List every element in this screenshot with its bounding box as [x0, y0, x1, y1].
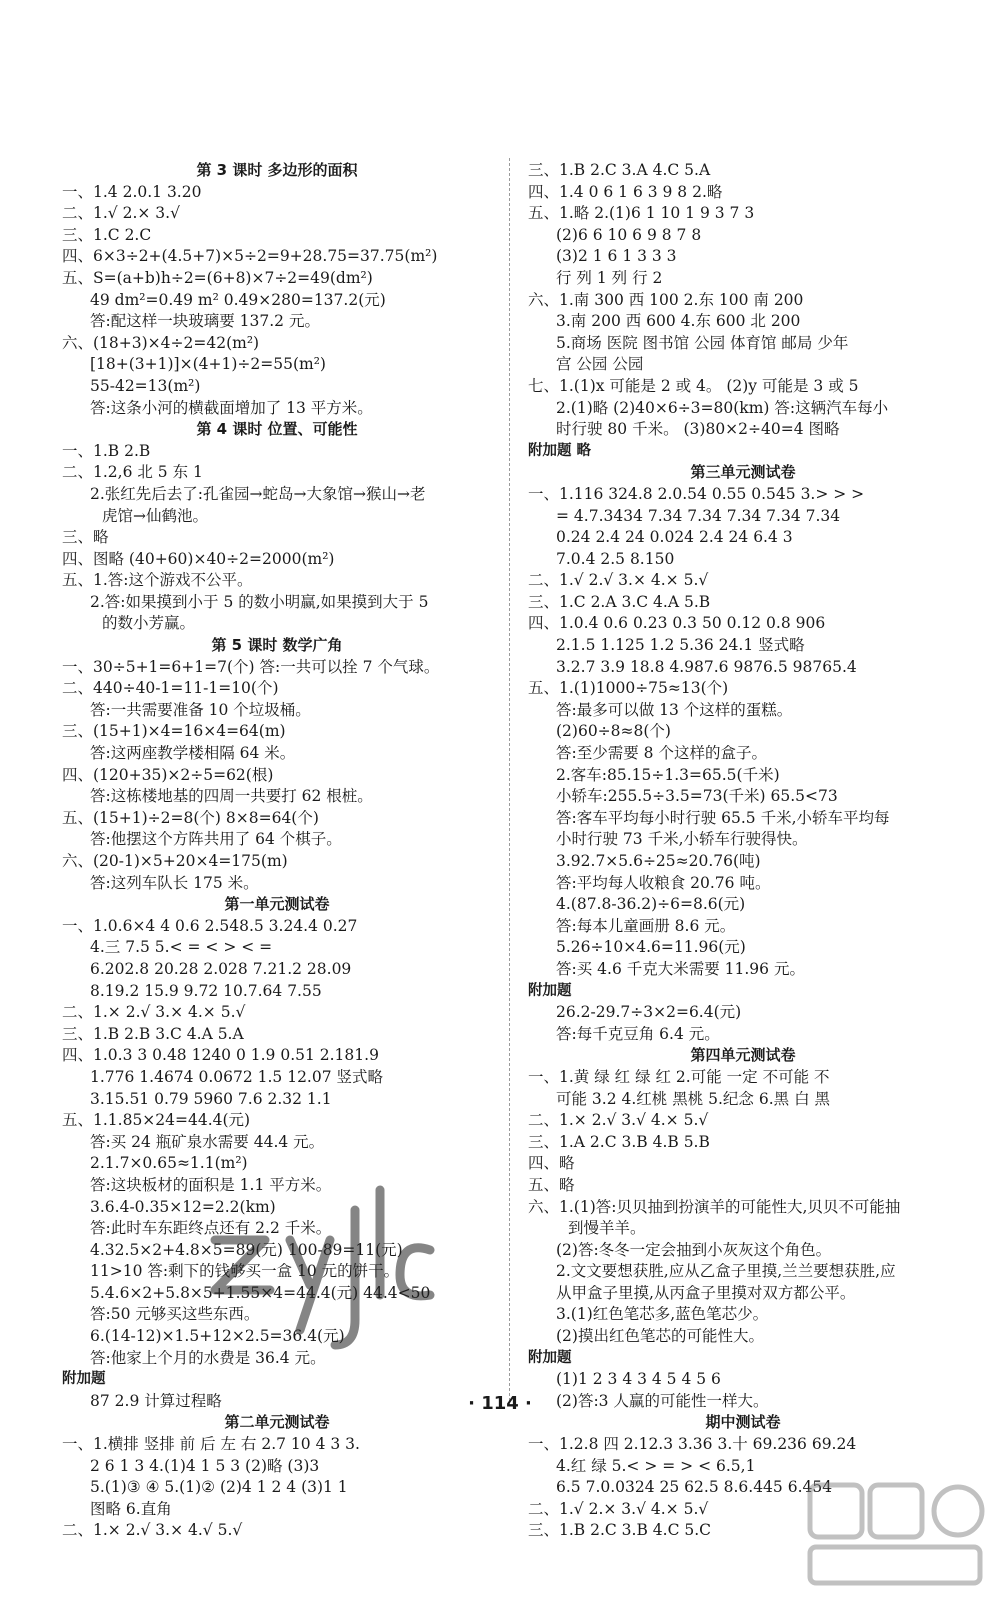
- answer-line: 二、1.× 2.√ 3.√ 4.× 5.√: [528, 1111, 709, 1130]
- answer-line: 答:客车平均每小时行驶 65.5 千米,小轿车平均每: [556, 808, 890, 827]
- answer-line: 7.0.4 2.5 8.150: [556, 549, 675, 568]
- answer-line: 11>10 答:剩下的钱够买一盒 10 元的饼干。: [90, 1262, 400, 1281]
- answer-line: 1.776 1.4674 0.0672 1.5 12.07 竖式略: [90, 1067, 384, 1086]
- answer-line: 2.文文要想获胜,应从乙盒子里摸,兰兰要想获胜,应: [556, 1262, 896, 1281]
- answer-line: 6.202.8 20.28 2.028 7.21.2 28.09: [90, 959, 352, 978]
- answer-line: 一、1.横排 竖排 前 后 左 右 2.7 10 4 3 3.: [62, 1435, 360, 1454]
- section-header: 附加题: [62, 1371, 106, 1388]
- page-number: · 114 ·: [468, 1393, 532, 1414]
- answer-line: 2.1.7×0.65≈1.1(m²): [90, 1154, 248, 1173]
- answer-line: 五、1.答:这个游戏不公平。: [62, 571, 253, 590]
- answer-line: 七、1.(1)x 可能是 2 或 4。 (2)y 可能是 3 或 5: [528, 376, 859, 395]
- answer-line: 答:这列车队长 175 米。: [90, 873, 259, 892]
- answer-line: 三、1.C 2.C: [62, 225, 152, 244]
- answer-line: (2)答:3 人赢的可能性一样大。: [556, 1391, 769, 1410]
- section-title: 期中测试卷: [705, 1413, 781, 1432]
- answer-line: 答:这两座教学楼相隔 64 米。: [90, 744, 296, 763]
- answer-line: 2.客车:85.15÷1.3=65.5(千米): [556, 765, 780, 784]
- answer-line: 4.红 绿 5.< > = > < 6.5,1: [556, 1456, 756, 1475]
- section-title: 第二单元测试卷: [224, 1413, 330, 1432]
- answer-line: (2)摸出红色笔芯的可能性大。: [556, 1327, 764, 1346]
- answer-line: 五、略: [528, 1175, 575, 1194]
- answer-line: 二、1.√ 2.× 3.√ 4.× 5.√: [528, 1499, 709, 1518]
- answer-line: 五、1.略 2.(1)6 1 10 1 9 3 7 3: [528, 204, 755, 223]
- answer-line: 三、1.B 2.C 3.A 4.C 5.A: [528, 161, 711, 179]
- answer-line: 五、1.(1)1000÷75≈13(个): [528, 679, 729, 698]
- answer-line: 一、1.4 2.0.1 3.20: [62, 182, 202, 201]
- answer-line: 六、1.(1)答:贝贝抽到扮演羊的可能性大,贝贝不可能抽: [528, 1197, 901, 1216]
- answer-line: 3.15.51 0.79 5960 7.6 2.32 1.1: [90, 1089, 332, 1108]
- answer-line: 四、(120+35)×2÷5=62(根): [62, 765, 274, 784]
- answer-line: 二、1.√ 2.√ 3.× 4.× 5.√: [528, 571, 709, 590]
- answer-line: 5.商场 医院 图书馆 公园 体育馆 邮局 少年: [556, 333, 849, 352]
- answer-line: (2)6 6 10 6 9 8 7 8: [556, 225, 702, 244]
- answer-line: 0.24 2.4 24 0.024 2.4 24 6.4 3: [556, 528, 793, 547]
- answer-line: 答:他摆这个方阵共用了 64 个棋子。: [90, 830, 342, 849]
- answer-line: 一、1.B 2.B: [62, 441, 151, 460]
- answer-line: 的数小芳赢。: [102, 614, 196, 633]
- answer-line: 6.5 7.0.0324 25 62.5 8.6.445 6.454: [556, 1478, 833, 1497]
- answer-line: 4.32.5×2+4.8×5=89(元) 100-89=11(元): [90, 1240, 403, 1259]
- answer-line: [18+(3+1)]×(4+1)÷2=55(m²): [90, 355, 326, 374]
- answer-line: 答:这条小河的横截面增加了 13 平方米。: [90, 398, 373, 417]
- section-header: 附加题: [528, 982, 572, 999]
- answer-line: 宫 公园 公园: [556, 355, 644, 374]
- answer-line: 二、1.√ 2.× 3.√: [62, 204, 180, 223]
- answer-line: 2.(1)略 (2)40×6÷3=80(km) 答:这辆汽车每小: [556, 398, 889, 417]
- answer-line: 5.4.6×2+5.8×5+1.55×4=44.4(元) 44.4<50: [90, 1283, 431, 1302]
- answer-line: 5.(1)③ ④ 5.(1)② (2)4 1 2 4 (3)1 1: [90, 1478, 348, 1497]
- answer-line: 2 6 1 3 4.(1)4 1 5 3 (2)略 (3)3: [90, 1456, 320, 1475]
- answer-line: 2.答:如果摸到小于 5 的数小明赢,如果摸到大于 5: [90, 592, 429, 611]
- answer-line: 四、图略 (40+60)×40÷2=2000(m²): [62, 549, 335, 568]
- section-title: 第 3 课时 多边形的面积: [196, 161, 358, 179]
- answer-line: 55-42=13(m²): [90, 376, 201, 395]
- section-title: 第 4 课时 位置、可能性: [196, 420, 358, 439]
- right-column: [528, 160, 958, 1542]
- section-header: 附加题 略: [528, 442, 592, 459]
- answer-line: 二、1.× 2.√ 3.× 4.√ 5.√: [62, 1521, 243, 1540]
- answer-line: 四、略: [528, 1154, 575, 1173]
- answer-line: 从甲盒子里摸,从丙盒子里摸对双方都公平。: [556, 1283, 856, 1302]
- answer-line: (2)答:冬冬一定会抽到小灰灰这个角色。: [556, 1240, 832, 1259]
- answer-line: 2.张红先后去了:孔雀园→蛇岛→大象馆→猴山→老: [90, 484, 426, 503]
- answer-line: 二、1.× 2.√ 3.× 4.× 5.√: [62, 1003, 246, 1022]
- section-title: 第三单元测试卷: [690, 463, 796, 482]
- answer-line: 可能 3.2 4.红桃 黑桃 5.纪念 6.黑 白 黑: [556, 1089, 831, 1108]
- answer-line: 五、(15+1)÷2=8(个) 8×8=64(个): [62, 808, 319, 827]
- answer-line: 四、1.0.3 3 0.48 1240 0 1.9 0.51 2.181.9: [62, 1046, 379, 1065]
- answer-line: 3.2.7 3.9 18.8 4.987.6 9876.5 98765.4: [556, 657, 857, 676]
- answer-line: 三、(15+1)×4=16×4=64(m): [62, 722, 286, 741]
- section-header: 附加题: [528, 1349, 572, 1366]
- answer-line: 答:配这样一块玻璃要 137.2 元。: [90, 312, 320, 331]
- answer-line: 三、1.A 2.C 3.B 4.B 5.B: [528, 1132, 710, 1151]
- answer-line: 三、略: [62, 528, 109, 547]
- answer-line: 小轿车:255.5÷3.5=73(千米) 65.5<73: [556, 787, 838, 806]
- answer-line: 五、S=(a+b)h÷2=(6+8)×7÷2=49(dm²): [62, 268, 373, 287]
- column-divider: [509, 158, 510, 1406]
- answer-line: 4.(87.8-36.2)÷6=8.6(元): [556, 895, 746, 914]
- answer-line: 答:这栋楼地基的四周一共要打 62 根桩。: [90, 787, 373, 806]
- answer-line: 到慢羊羊。: [568, 1219, 646, 1238]
- answer-line: 二、1.2,6 北 5 东 1: [62, 463, 203, 482]
- answer-line: 二、440÷40-1=11-1=10(个): [62, 679, 279, 698]
- answer-line: 答:买 24 瓶矿泉水需要 44.4 元。: [90, 1132, 325, 1151]
- answer-line: 答:每本儿童画册 8.6 元。: [556, 916, 736, 935]
- answer-line: 8.19.2 15.9 9.72 10.7.64 7.55: [90, 981, 322, 1000]
- answer-line: 小时行驶 73 千米,小轿车行驶得快。: [556, 830, 808, 849]
- answer-line: 四、6×3÷2+(4.5+7)×5÷2=9+28.75=37.75(m²): [62, 247, 438, 266]
- answer-line: 四、1.4 0 6 1 6 3 9 8 2.略: [528, 182, 723, 201]
- answer-line: 三、1.B 2.B 3.C 4.A 5.A: [62, 1024, 244, 1043]
- answer-line: 3.92.7×5.6÷25≈20.76(吨): [556, 852, 761, 870]
- answer-line: 三、1.C 2.A 3.C 4.A 5.B: [528, 592, 711, 611]
- answer-line: 3.(1)红色笔芯多,蓝色笔芯少。: [556, 1305, 769, 1324]
- answer-line: 49 dm²=0.49 m² 0.49×280=137.2(元): [90, 290, 386, 309]
- answer-line: 六、(18+3)×4÷2=42(m²): [62, 333, 260, 352]
- answer-line: 答:50 元够买这些东西。: [90, 1305, 260, 1324]
- answer-line: 一、1.0.6×4 4 0.6 2.548.5 3.24.4 0.27: [62, 916, 358, 935]
- answer-line: 三、1.B 2.C 3.B 4.C 5.C: [528, 1521, 712, 1540]
- answer-line: 4.三 7.5 5.< = < > < =: [90, 938, 273, 957]
- answer-line: 答:这块板材的面积是 1.1 平方米。: [90, 1175, 332, 1194]
- answer-line: 一、1.黄 绿 红 绿 红 2.可能 一定 不可能 不: [528, 1067, 830, 1086]
- answer-line: 3.6.4-0.35×12=2.2(km): [90, 1197, 276, 1216]
- answer-line: 行 列 1 列 行 2: [556, 268, 663, 287]
- left-column: [62, 160, 492, 1542]
- answer-line: 答:他家上个月的水费是 36.4 元。: [90, 1348, 326, 1367]
- answer-line: (1)1 2 3 4 3 4 5 4 5 6: [556, 1370, 721, 1389]
- answer-line: (2)60÷8≈8(个): [556, 722, 671, 741]
- section-title: 第四单元测试卷: [690, 1046, 796, 1065]
- answer-line: (3)2 1 6 1 3 3 3: [556, 247, 677, 266]
- answer-line: 答:平均每人收粮食 20.76 吨。: [556, 873, 771, 892]
- answer-line: 六、1.南 300 西 100 2.东 100 南 200: [528, 290, 804, 309]
- answer-line: 答:至少需要 8 个这样的盒子。: [556, 744, 767, 763]
- answer-line: 5.26÷10×4.6=11.96(元): [556, 938, 746, 957]
- answer-line: 答:最多可以做 13 个这样的蛋糕。: [556, 700, 793, 719]
- answer-line: 四、1.0.4 0.6 0.23 0.3 50 0.12 0.8 906: [528, 614, 826, 633]
- answer-line: 一、1.116 324.8 2.0.54 0.55 0.545 3.> > >: [528, 484, 865, 503]
- section-title: 第一单元测试卷: [224, 895, 330, 914]
- answer-line: 图略 6.直角: [90, 1499, 172, 1518]
- answer-line: 答:每千克豆角 6.4 元。: [556, 1024, 720, 1043]
- answer-line: 一、30÷5+1=6+1=7(个) 答:一共可以拴 7 个气球。: [62, 657, 440, 676]
- answer-line: 87 2.9 计算过程略: [90, 1391, 222, 1410]
- answer-line: = 4.7.3434 7.34 7.34 7.34 7.34 7.34: [556, 506, 841, 525]
- section-title: 第 5 课时 数学广角: [211, 636, 343, 655]
- answer-line: 答:买 4.6 千克大米需要 11.96 元。: [556, 959, 805, 978]
- answer-line: 答:此时车东距终点还有 2.2 千米。: [90, 1219, 332, 1238]
- answer-line: 2.1.5 1.125 1.2 5.36 24.1 竖式略: [556, 636, 805, 655]
- answer-line: 答:一共需要准备 10 个垃圾桶。: [90, 700, 311, 719]
- answer-line: 一、1.2.8 四 2.12.3 3.36 3.十 69.236 69.24: [528, 1435, 857, 1454]
- answer-line: 3.南 200 西 600 4.东 600 北 200: [556, 312, 801, 331]
- answer-line: 虎馆→仙鹤池。: [102, 506, 208, 525]
- answer-line: 6.(14-12)×1.5+12×2.5=36.4(元): [90, 1327, 345, 1346]
- answer-line: 五、1.1.85×24=44.4(元): [62, 1111, 251, 1130]
- answer-line: 时行驶 80 千米。 (3)80×2÷40=4 图略: [556, 420, 840, 439]
- answer-line: 六、(20-1)×5+20×4=175(m): [62, 852, 288, 870]
- answer-line: 26.2-29.7÷3×2=6.4(元): [556, 1003, 742, 1022]
